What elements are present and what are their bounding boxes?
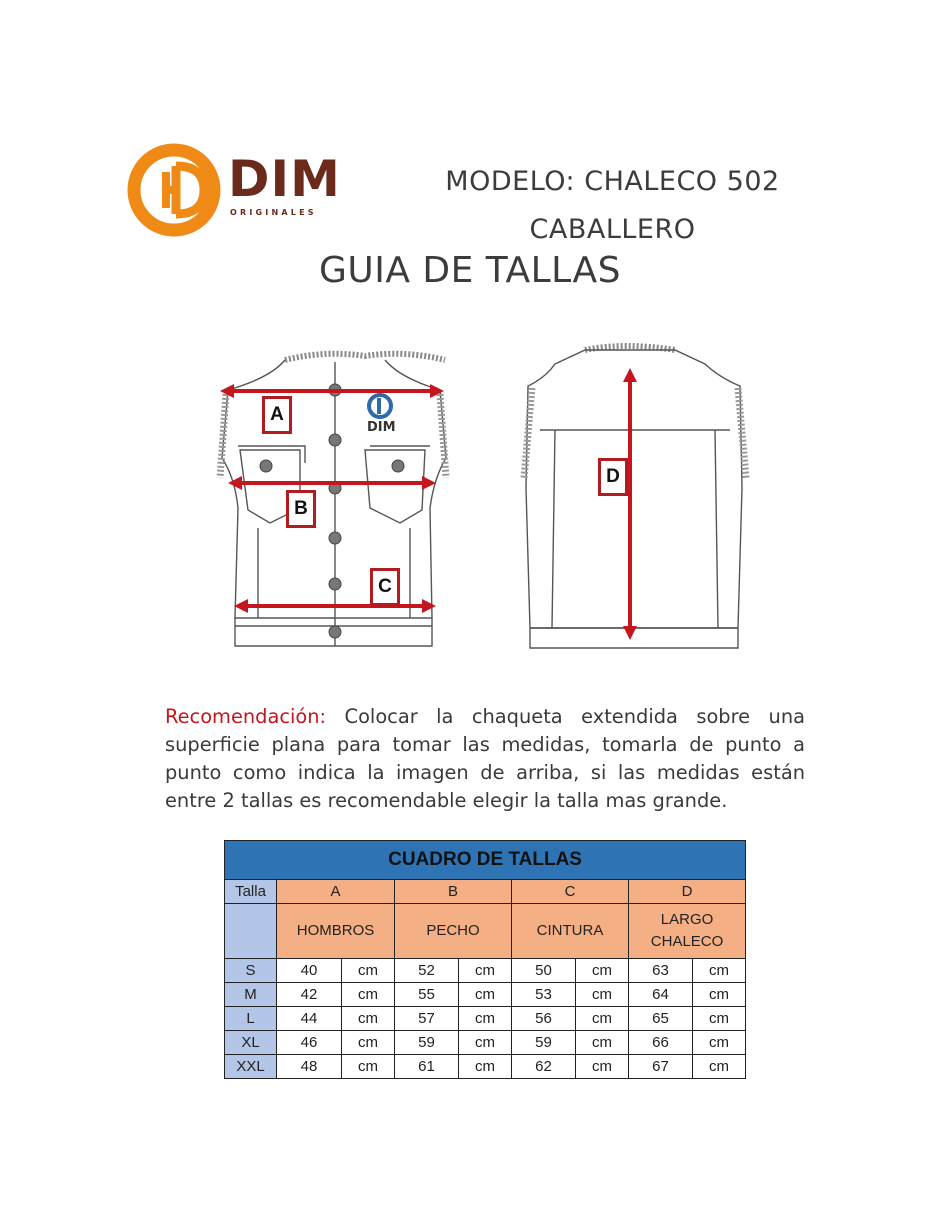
measurement-value: 53 xyxy=(512,983,576,1007)
unit-label: cm xyxy=(459,1055,512,1079)
unit-label: cm xyxy=(693,983,746,1007)
table-row xyxy=(225,1031,746,1055)
marker-b: B xyxy=(286,490,316,528)
size-label: XXL xyxy=(225,1055,277,1079)
unit-label: cm xyxy=(693,1007,746,1031)
marker-c: C xyxy=(370,568,400,606)
size-label: M xyxy=(225,983,277,1007)
logo-wordmark: DIM xyxy=(228,150,341,208)
unit-label: cm xyxy=(576,1031,629,1055)
vest-illustration xyxy=(160,328,810,668)
measurement-value: 42 xyxy=(277,983,342,1007)
unit-label: cm xyxy=(576,1007,629,1031)
measure-header-largo: LARGO CHALECO xyxy=(629,904,746,959)
logo-emblem-icon xyxy=(126,142,222,238)
unit-label: cm xyxy=(459,983,512,1007)
measurement-value: 44 xyxy=(277,1007,342,1031)
measurement-value: 56 xyxy=(512,1007,576,1031)
measurement-value: 55 xyxy=(395,983,459,1007)
measurement-value: 48 xyxy=(277,1055,342,1079)
measurement-value: 64 xyxy=(629,983,693,1007)
measurement-value: 61 xyxy=(395,1055,459,1079)
unit-label: cm xyxy=(693,1055,746,1079)
unit-label: cm xyxy=(459,1007,512,1031)
unit-label: cm xyxy=(693,1031,746,1055)
measurement-value: 66 xyxy=(629,1031,693,1055)
size-label: L xyxy=(225,1007,277,1031)
unit-label: cm xyxy=(342,983,395,1007)
measurement-value: 40 xyxy=(277,959,342,983)
table-row xyxy=(225,1055,746,1079)
measurement-value: 62 xyxy=(512,1055,576,1079)
model-line: MODELO: CHALECO 502 xyxy=(445,166,780,197)
letter-header-a: A xyxy=(277,880,395,904)
unit-label: cm xyxy=(576,959,629,983)
unit-label: cm xyxy=(459,1031,512,1055)
size-label: XL xyxy=(225,1031,277,1055)
recommendation-paragraph xyxy=(165,703,805,815)
unit-label: cm xyxy=(342,1031,395,1055)
svg-text:DIM: DIM xyxy=(367,420,396,435)
measurement-value: 59 xyxy=(395,1031,459,1055)
gender-line: CABALLERO xyxy=(529,214,696,245)
page-title: GUIA DE TALLAS xyxy=(318,250,622,291)
size-header-spacer xyxy=(225,904,277,959)
measurement-value: 63 xyxy=(629,959,693,983)
recommendation-label: Recomendación: xyxy=(165,705,327,728)
measurement-value: 50 xyxy=(512,959,576,983)
table-row xyxy=(225,983,746,1007)
letter-header-d: D xyxy=(629,880,746,904)
vest-drawing xyxy=(160,328,810,668)
unit-label: cm xyxy=(576,1055,629,1079)
unit-label: cm xyxy=(693,959,746,983)
measurement-value: 57 xyxy=(395,1007,459,1031)
marker-d: D xyxy=(598,458,628,496)
size-column-header: Talla xyxy=(225,880,277,904)
measurement-value: 46 xyxy=(277,1031,342,1055)
table-row xyxy=(225,1007,746,1031)
size-chart-table xyxy=(224,840,746,1079)
measure-header-cintura: CINTURA xyxy=(512,904,629,959)
recommendation-text: Colocar la chaqueta extendida sobre una superficie plana para tomar las medidas, tomarla de punto a punto como indica la imagen de arriba, si las medidas están entre 2 tallas es recomendable elegir la talla mas grande. xyxy=(165,705,805,812)
measure-header-hombros: HOMBROS xyxy=(277,904,395,959)
brand-logo xyxy=(126,142,366,242)
measurement-value: 67 xyxy=(629,1055,693,1079)
model-heading xyxy=(440,158,785,254)
unit-label: cm xyxy=(459,959,512,983)
logo-tagline: ORIGINALES xyxy=(230,208,317,217)
size-label: S xyxy=(225,959,277,983)
measurement-value: 52 xyxy=(395,959,459,983)
letter-header-c: C xyxy=(512,880,629,904)
measure-header-pecho: PECHO xyxy=(395,904,512,959)
unit-label: cm xyxy=(342,1007,395,1031)
table-title: CUADRO DE TALLAS xyxy=(225,841,746,880)
unit-label: cm xyxy=(342,1055,395,1079)
unit-label: cm xyxy=(576,983,629,1007)
table-row xyxy=(225,959,746,983)
measurement-value: 59 xyxy=(512,1031,576,1055)
measurement-value: 65 xyxy=(629,1007,693,1031)
letter-header-b: B xyxy=(395,880,512,904)
marker-a: A xyxy=(262,396,292,434)
unit-label: cm xyxy=(342,959,395,983)
